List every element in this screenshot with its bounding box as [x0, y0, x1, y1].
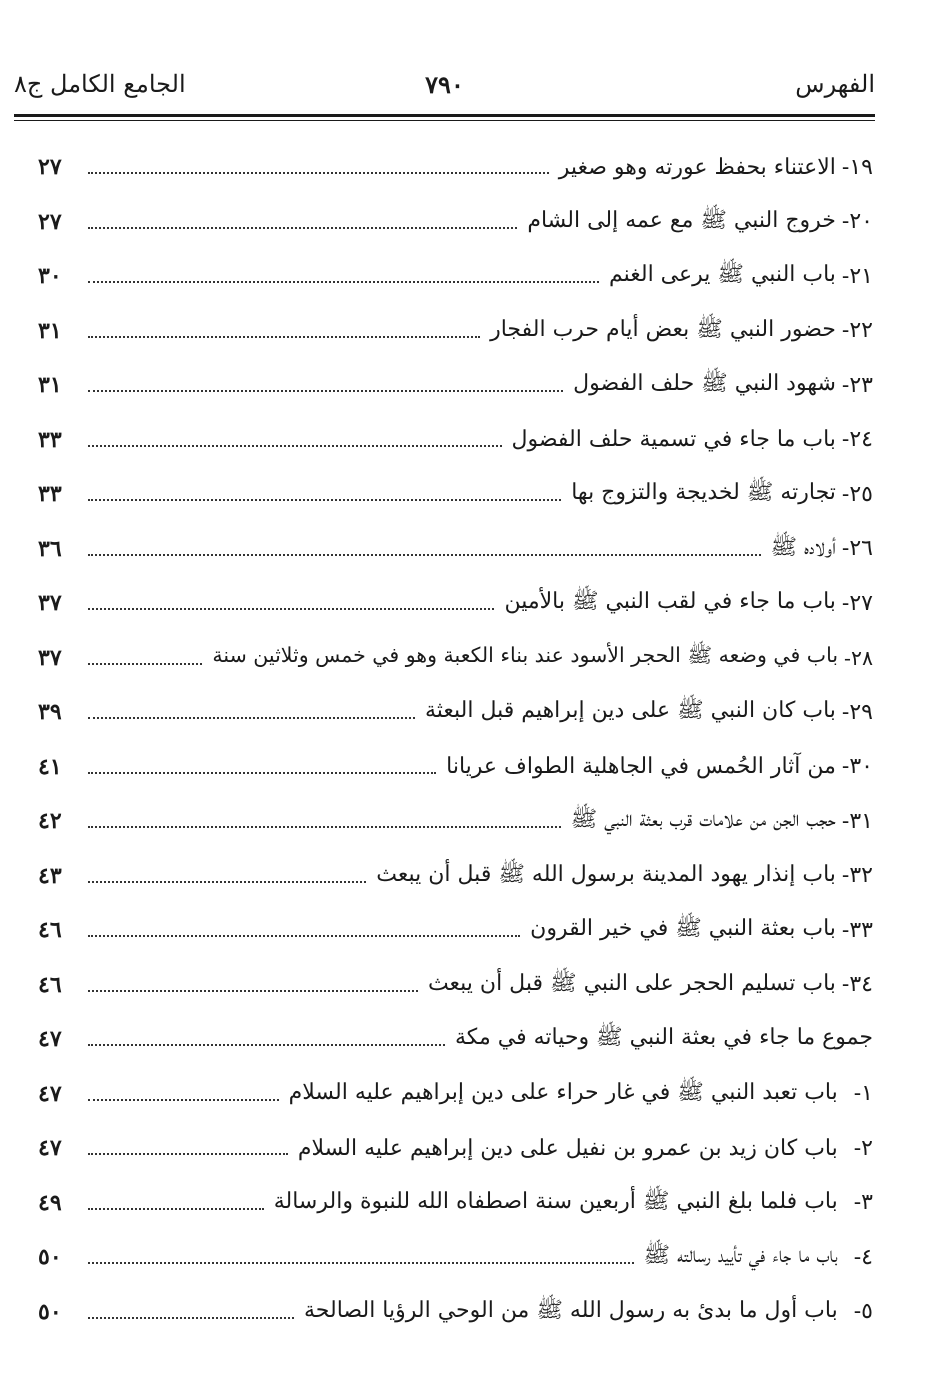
entry-title: حضور النبي ﷺ بعض أيام حرب الفجار: [490, 316, 836, 342]
table-of-contents: [38, 140, 873, 1339]
entry-page: ٤٧: [38, 1026, 62, 1053]
entry-title: باب بعثة النبي ﷺ في خير القرون: [530, 916, 836, 942]
entry-number: ٣-: [853, 1190, 873, 1216]
dot-leader: [88, 227, 517, 229]
entry-page: ٣٦: [38, 535, 62, 562]
dot-leader: [88, 1317, 294, 1319]
entry-number: ٣٣-: [841, 917, 873, 943]
toc-entry: [38, 358, 873, 413]
dot-leader: [88, 826, 561, 828]
entry-number: ١٩-: [841, 154, 873, 180]
entry-page: ٣٧: [38, 590, 62, 617]
entry-number: ٢٦-: [841, 536, 873, 562]
entry-page: ٢٧: [38, 208, 62, 235]
page-number: ٧٩٠: [425, 70, 464, 99]
toc-entry: [38, 1067, 873, 1122]
entry-number: ٢-: [853, 1135, 873, 1161]
entry-title: باب كان زيد بن عمرو بن نفيل على دين إبراهيم عليه السلام: [297, 1135, 838, 1161]
entry-title: تجارته ﷺ لخديجة والتزوج بها: [571, 480, 836, 506]
toc-entry: [38, 958, 873, 1013]
entry-number: ٣٠-: [841, 754, 873, 780]
entry-page: ٤٧: [38, 1080, 62, 1107]
entry-title: باب النبي ﷺ يرعى الغنم: [608, 262, 836, 288]
dot-leader: [88, 1208, 264, 1210]
entry-number: ٢٠-: [841, 209, 873, 235]
entry-page: ٤٧: [38, 1135, 62, 1162]
dot-leader: [88, 1153, 288, 1155]
dot-leader: [88, 281, 599, 283]
entry-number: ٤-: [853, 1244, 873, 1270]
entry-page: ٥٠: [38, 1298, 62, 1325]
toc-entry: [38, 794, 873, 849]
entry-title: باب إنذار يهود المدينة برسول الله ﷺ قبل أن يبعث: [376, 861, 836, 887]
dot-leader: [88, 554, 761, 556]
toc-entry: [38, 631, 873, 686]
entry-number: ٢٣-: [841, 372, 873, 398]
dot-leader: [88, 499, 561, 501]
entry-page: ٤١: [38, 753, 62, 780]
toc-entry: [38, 849, 873, 904]
entry-page: ٣١: [38, 372, 62, 399]
book-title: الجامع الكامل ج٨: [14, 70, 186, 98]
entry-number: ٢٤-: [841, 427, 873, 453]
toc-entry: [38, 249, 873, 304]
entry-number: ٢٢-: [841, 318, 873, 344]
entry-title: باب تسليم الحجر على النبي ﷺ قبل أن يبعث: [427, 970, 836, 996]
entry-title: باب كان النبي ﷺ على دين إبراهيم قبل البعثة: [425, 698, 836, 724]
entry-title: خروج النبي ﷺ مع عمه إلى الشام: [527, 207, 836, 233]
entry-title: باب ما جاء في تأييد رسالته ﷺ: [643, 1243, 838, 1269]
entry-number: ٢١-: [841, 263, 873, 289]
entry-title: باب أول ما بدئ به رسول الله ﷺ من الوحي الرؤيا الصالحة: [304, 1297, 838, 1323]
entry-title: شهود النبي ﷺ حلف الفضول: [573, 371, 836, 397]
entry-number: ٢٧-: [841, 590, 873, 616]
header-rule-thin: [14, 120, 875, 121]
entry-page: ٥٠: [38, 1244, 62, 1271]
entry-page: ٤٦: [38, 917, 62, 944]
entry-page: ٤٦: [38, 971, 62, 998]
toc-entry: [38, 1285, 873, 1340]
dot-leader: [88, 172, 549, 174]
toc-entry: [38, 522, 873, 577]
entry-title: أولاده ﷺ: [770, 534, 836, 560]
entry-page: ٢٧: [38, 154, 62, 181]
header-rule-thick: [14, 114, 875, 117]
dot-leader: [88, 336, 480, 338]
toc-entry: [38, 1121, 873, 1176]
dot-leader: [88, 990, 418, 992]
dot-leader: [88, 1099, 279, 1101]
entry-page: ٣٣: [38, 481, 62, 508]
entry-number: ٢٨-: [844, 645, 873, 670]
toc-entry: [38, 1230, 873, 1285]
toc-entry: [38, 140, 873, 195]
entry-number: ٣٤-: [841, 972, 873, 998]
toc-entry: [38, 413, 873, 468]
entry-title: باب فلما بلغ النبي ﷺ أربعين سنة اصطفاه الله للنبوة والرسالة: [273, 1188, 838, 1214]
dot-leader: [88, 881, 366, 883]
section-title: الفهرس: [795, 70, 875, 98]
entry-number: ٢٩-: [841, 699, 873, 725]
entry-page: ٣٠: [38, 263, 62, 290]
entry-title: جموع ما جاء في بعثة النبي ﷺ وحياته في مكة: [455, 1025, 873, 1051]
entry-page: ٤٢: [38, 808, 62, 835]
toc-entry: [38, 740, 873, 795]
dot-leader: [88, 1044, 445, 1046]
toc-entry: [38, 903, 873, 958]
toc-entry: [38, 195, 873, 250]
entry-page: ٣٣: [38, 426, 62, 453]
toc-entry: [38, 1176, 873, 1231]
entry-number: ٢٥-: [841, 481, 873, 507]
entry-title: باب ما جاء في لقب النبي ﷺ بالأمين: [504, 589, 836, 615]
toc-entry: [38, 467, 873, 522]
entry-page: ٣٧: [38, 644, 62, 671]
toc-entry: [38, 685, 873, 740]
entry-page: ٣١: [38, 317, 62, 344]
entry-title: حجب الجن من علامات قرب بعثة النبي ﷺ: [570, 807, 836, 833]
dot-leader: [88, 445, 502, 447]
entry-title: باب في وضعه ﷺ الحجر الأسود عند بناء الكعبة وهو في خمس وثلاثين سنة: [212, 642, 839, 667]
entry-page: ٣٩: [38, 699, 62, 726]
dot-leader: [88, 717, 415, 719]
toc-entry: [38, 304, 873, 359]
page-header: [14, 62, 875, 112]
dot-leader: [88, 390, 563, 392]
dot-leader: [88, 772, 436, 774]
entry-number: ٥-: [853, 1299, 873, 1325]
entry-number: ١-: [853, 1081, 873, 1107]
toc-entry: [38, 576, 873, 631]
entry-page: ٤٣: [38, 862, 62, 889]
entry-number: ٣١-: [841, 808, 873, 834]
entry-number: ٣٢-: [841, 863, 873, 889]
toc-entry: [38, 1012, 873, 1067]
entry-page: ٤٩: [38, 1189, 62, 1216]
entry-title: من آثار الحُمس في الجاهلية الطواف عريانا: [446, 754, 836, 780]
entry-title: باب تعبد النبي ﷺ في غار حراء على دين إبراهيم عليه السلام: [288, 1079, 838, 1105]
dot-leader: [88, 935, 520, 937]
dot-leader: [88, 663, 202, 665]
dot-leader: [88, 608, 494, 610]
entry-title: الاعتناء بحفظ عورته وهو صغير: [558, 154, 836, 180]
dot-leader: [88, 1262, 634, 1264]
entry-title: باب ما جاء في تسمية حلف الفضول: [511, 427, 836, 453]
